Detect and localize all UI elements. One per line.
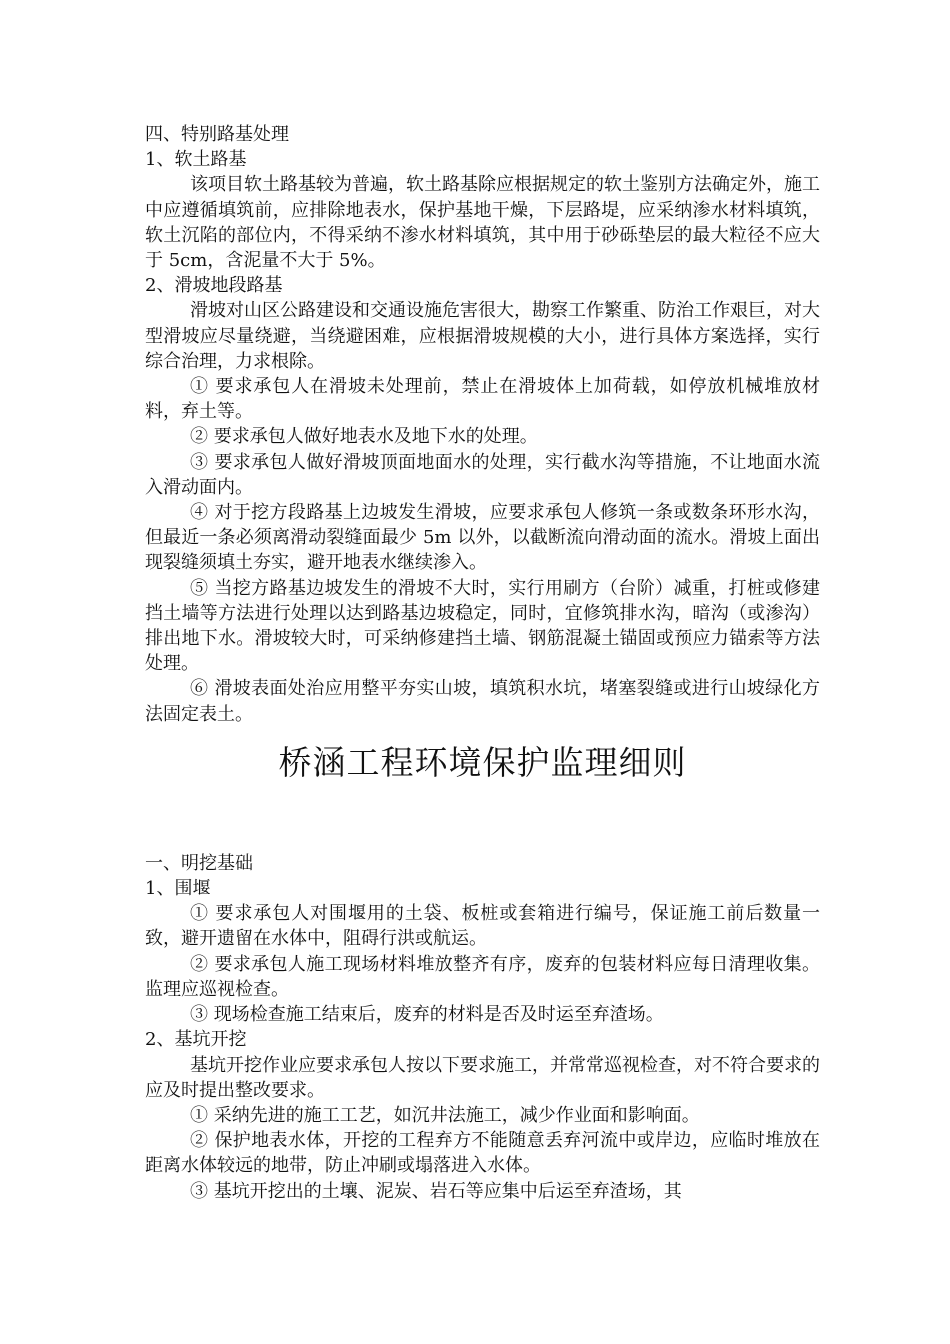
list-item-landslide-1: ① 要求承包人在滑坡未处理前，禁止在滑坡体上加荷载，如停放机械堆放材料，弃土等。 — [145, 376, 820, 423]
list-item-pit-1: ① 采纳先进的施工工艺，如沉井法施工，减少作业面和影响面。 — [190, 1104, 700, 1126]
paragraph-soft-soil: 该项目软土路基较为普遍，软土路基除应根据规定的软土鉴别方法确定外，施工中应遵循填筑前，应排除地表水，保护基地干燥，下层路堤，应采纳渗水材料填筑，软土沉陷的部位内，不得采纳不渗水材料填筑，其中用于砂砾垫层的最大粒径不应大于 5cm，含泥量不大于 5%。 — [145, 174, 820, 272]
document-title: 桥涵工程环境保护监理细则 — [278, 742, 687, 782]
list-item-cofferdam-3: ③ 现场检查施工结束后，废弃的材料是否及时运至弃渣场。 — [190, 1004, 664, 1026]
document-page — [145, 122, 820, 1204]
list-item-landslide-5: ⑤ 当挖方路基边坡发生的滑坡不大时，实行用刷方（台阶）减重，打桩或修建挡土墙等方法进行处理以达到路基边坡稳定，同时，宜修筑排水沟，暗沟（或渗沟）排出地下水。滑坡较大时，可采纳修建挡土墙、钢筋混凝土锚固或预应力锚索等方法处理。 — [145, 577, 820, 675]
paragraph-landslide: 滑坡对山区公路建设和交通设施危害很大，勘察工作繁重、防治工作艰巨，对大型滑坡应尽量绕避，当绕避困难，应根据滑坡规模的大小，进行具体方案选择，实行综合治理，力求根除。 — [145, 300, 820, 372]
list-item-landslide-6: ⑥ 滑坡表面处治应用整平夯实山坡，填筑积水坑，堵塞裂缝或进行山坡绿化方法固定表土。 — [145, 678, 820, 725]
section-heading-special-subgrade: 四、特别路基处理 — [145, 124, 289, 145]
subheading-foundation-pit: 2、基坑开挖 — [145, 1029, 247, 1051]
title-spacer — [145, 785, 820, 851]
subheading-landslide: 2、滑坡地段路基 — [145, 275, 283, 297]
list-item-pit-2: ② 保护地表水体，开挖的工程弃方不能随意丢弃河流中或岸边，应临时堆放在距离水体较远的地带，防止冲刷或塌落进入水体。 — [145, 1130, 820, 1177]
subheading-cofferdam: 1、围堰 — [145, 878, 211, 900]
list-item-cofferdam-1: ① 要求承包人对围堰用的土袋、板桩或套箱进行编号，保证施工前后数量一致，避开遗留在水体中，阻碍行洪或航运。 — [145, 903, 820, 950]
list-item-landslide-2: ② 要求承包人做好地表水及地下水的处理。 — [190, 426, 538, 448]
section-heading-open-excavation: 一、明挖基础 — [145, 852, 253, 874]
list-item-landslide-3: ③ 要求承包人做好滑坡顶面地面水的处理，实行截水沟等措施，不让地面水流入滑动面内。 — [145, 451, 820, 498]
list-item-cofferdam-2: ② 要求承包人施工现场材料堆放整齐有序，废弃的包装材料应每日清理收集。监理应巡视检查。 — [145, 953, 820, 1000]
paragraph-foundation-pit: 基坑开挖作业应要求承包人按以下要求施工，并常常巡视检查，对不符合要求的应及时提出整改要求。 — [145, 1054, 820, 1101]
list-item-landslide-4: ④ 对于挖方段路基上边坡发生滑坡，应要求承包人修筑一条或数条环形水沟，但最近一条必须离滑动裂缝面最少 5m 以外，以截断流向滑动面的流水。滑坡上面出现裂缝须填土夯实，避开地表水继续渗入。 — [145, 502, 820, 574]
subheading-soft-soil: 1、软土路基 — [145, 149, 247, 171]
list-item-pit-3: ③ 基坑开挖出的土壤、泥炭、岩石等应集中后运至弃渣场，其 — [190, 1180, 682, 1202]
